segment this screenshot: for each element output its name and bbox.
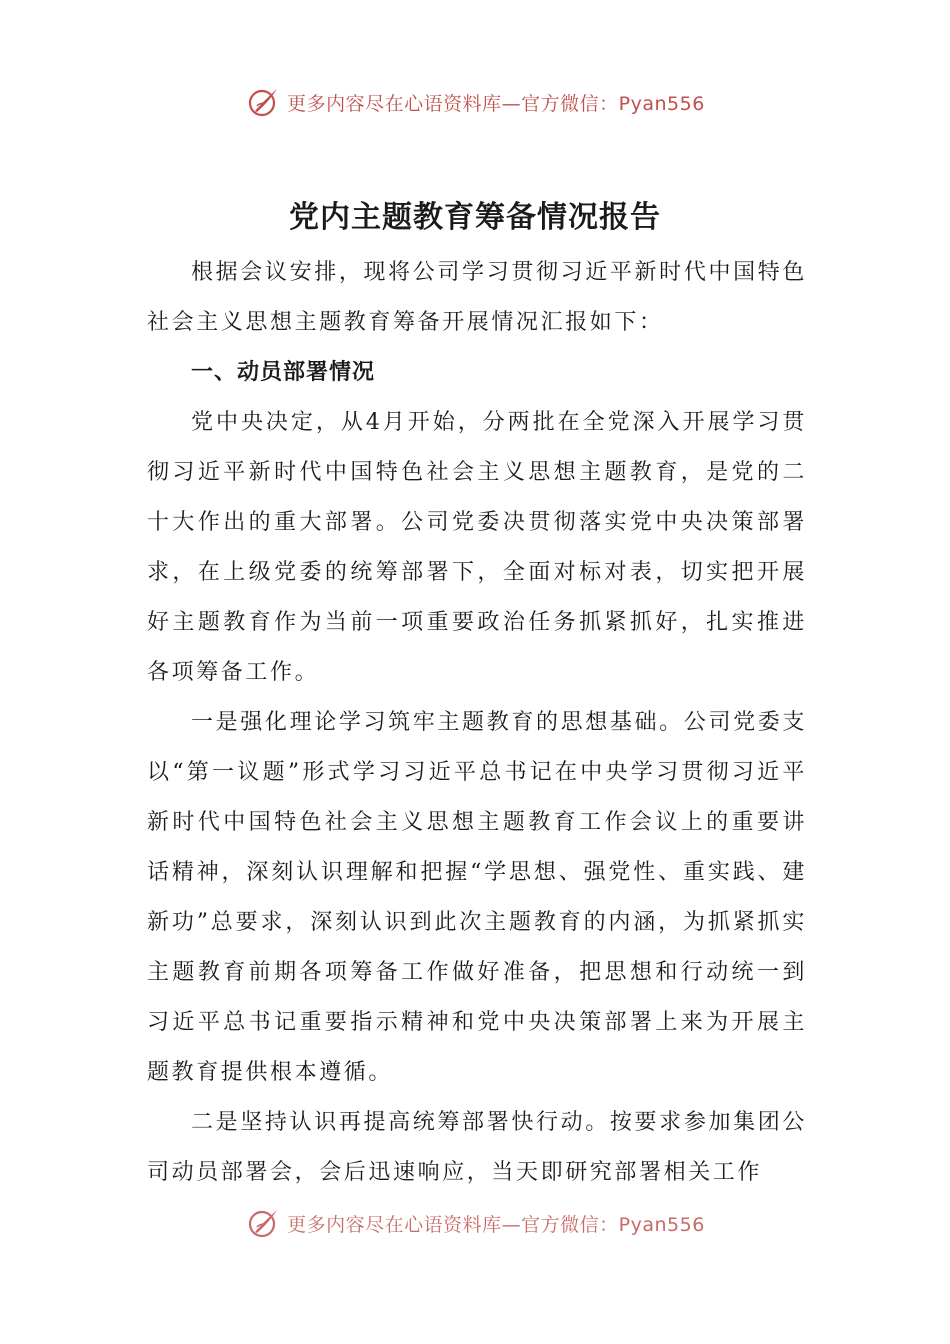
body-paragraph: 二是坚持认识再提高统筹部署快行动。按要求参加集团公司动员部署会，会后迅速响应，当天即研究部署相关工作 (147, 1110, 807, 1185)
body-paragraph: 一是强化理论学习筑牢主题教育的思想基础。公司党委支以“第一议题”形式学习习近平总书记在中央学习贯彻习近平新时代中国特色社会主义思想主题教育工作会议上的重要讲话精神，深刻认识理解和把握“学思想、强党性、重实践、建新功”总要求，深刻认识到此次主题教育的内涵，为抓紧抓实主题教育前期各项筹备工作做好准备，把思想和行动统一到习近平总书记重要指示精神和党中央决策部署上来为开展主题教育提供根本遵循。 (147, 710, 807, 1085)
header-watermark (0, 82, 950, 122)
watermark-text: 更多内容尽在心语资料库—官方微信：Pyan556 (287, 1213, 705, 1236)
document-body (147, 248, 807, 1198)
intro-paragraph: 根据会议安排，现将公司学习贯彻习近平新时代中国特色社会主义思想主题教育筹备开展情况汇报如下： (147, 260, 807, 335)
quill-logo-icon (245, 1205, 281, 1241)
quill-logo-icon (245, 84, 281, 120)
watermark-text: 更多内容尽在心语资料库—官方微信：Pyan556 (287, 92, 705, 115)
footer-watermark (0, 1203, 950, 1243)
document-title: 党内主题教育筹备情况报告 (289, 200, 661, 235)
section-heading: 一、动员部署情况 (191, 360, 376, 385)
body-paragraph: 党中央决定，从4月开始，分两批在全党深入开展学习贯彻习近平新时代中国特色社会主义思想主题教育，是党的二十大作出的重大部署。公司党委决贯彻落实党中央决策部署求，在上级党委的统筹部署下，全面对标对表，切实把开展好主题教育作为当前一项重要政治任务抓紧抓好，扎实推进各项筹备工作。 (147, 410, 807, 685)
